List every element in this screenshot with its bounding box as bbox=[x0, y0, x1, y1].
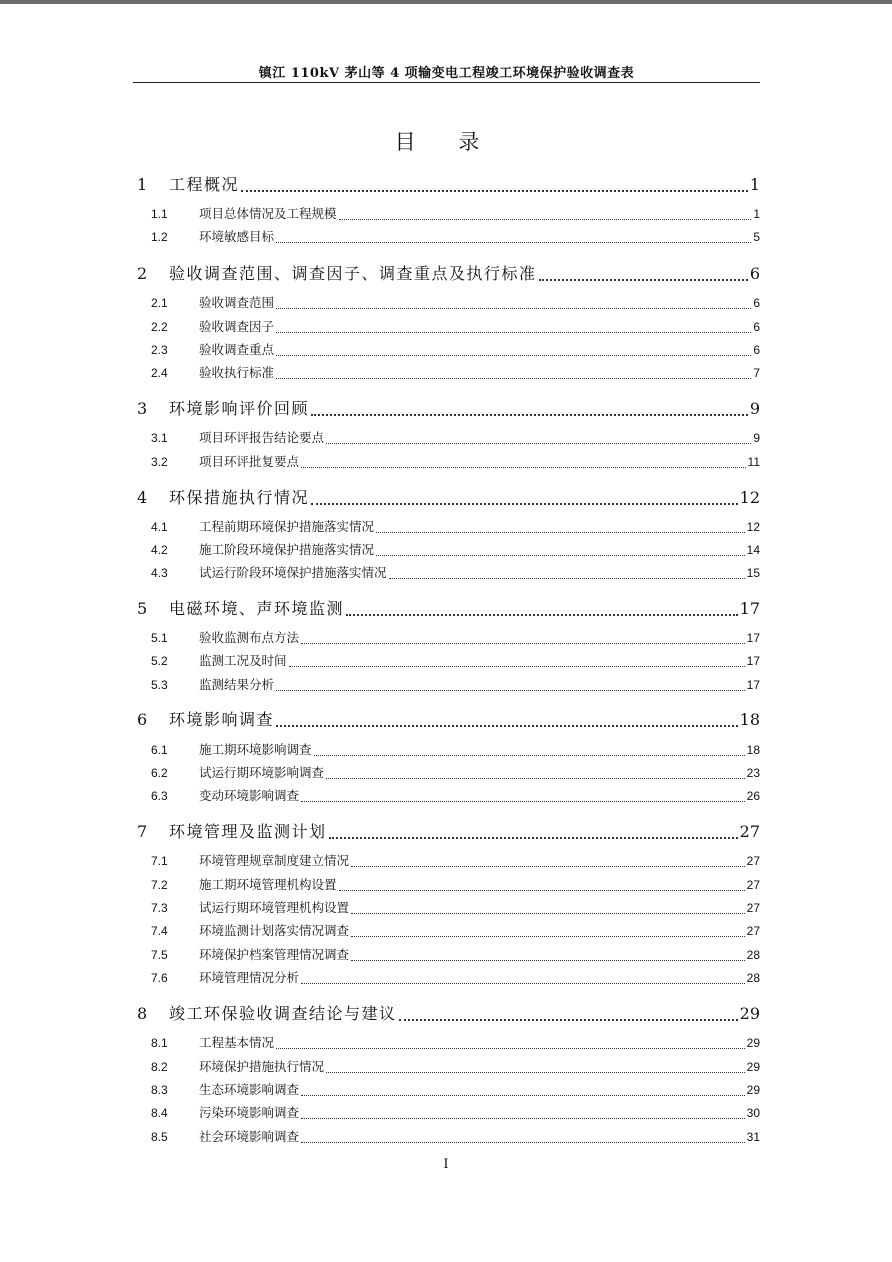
toc-entry-page: 29 bbox=[739, 1004, 760, 1023]
toc-entry-title: 验收调查范围 bbox=[199, 295, 275, 310]
toc-entry-number: 4.2 bbox=[151, 543, 168, 557]
toc-section[interactable] bbox=[135, 204, 760, 224]
toc-dot-leader bbox=[301, 643, 745, 644]
toc-section[interactable] bbox=[135, 898, 760, 918]
toc-entry-title: 电磁环境、声环境监测 bbox=[169, 599, 345, 618]
toc-entry-number: 4 bbox=[137, 488, 148, 507]
toc-entry-page: 1 bbox=[749, 175, 760, 194]
toc-entry-page: 26 bbox=[746, 789, 760, 803]
toc-entry-title: 工程概况 bbox=[169, 175, 240, 194]
toc-entry-page: 31 bbox=[746, 1130, 760, 1144]
toc-section[interactable] bbox=[135, 968, 760, 988]
toc-dot-leader bbox=[339, 219, 752, 220]
toc-entry-page: 15 bbox=[746, 566, 760, 580]
toc-section[interactable] bbox=[135, 1057, 760, 1077]
toc-entry-page: 23 bbox=[746, 766, 760, 780]
toc-entry-title: 项目总体情况及工程规模 bbox=[199, 206, 337, 221]
toc-entry-number: 7.3 bbox=[151, 901, 168, 915]
toc-entry-title: 监测结果分析 bbox=[199, 677, 275, 692]
toc-dot-leader bbox=[289, 666, 745, 667]
toc-entry-number: 8.1 bbox=[151, 1036, 168, 1050]
toc-entry-page: 11 bbox=[747, 455, 760, 469]
toc-entry-title: 试运行期环境影响调查 bbox=[199, 765, 325, 780]
toc-section[interactable] bbox=[135, 428, 760, 448]
toc-entry-page: 12 bbox=[739, 488, 760, 507]
toc-dot-leader bbox=[326, 778, 745, 779]
toc-dot-leader bbox=[276, 308, 751, 309]
toc-section[interactable] bbox=[135, 763, 760, 783]
toc-entry-page: 27 bbox=[746, 901, 760, 915]
toc-entry-number: 4.1 bbox=[151, 520, 168, 534]
toc-entry-page: 18 bbox=[746, 743, 760, 757]
toc-entry-page: 27 bbox=[739, 822, 760, 841]
toc-entry-number: 7 bbox=[137, 822, 148, 841]
toc-entry-page: 17 bbox=[746, 678, 760, 692]
toc-entry-title: 变动环境影响调查 bbox=[199, 788, 300, 803]
toc-entry-page: 30 bbox=[746, 1106, 760, 1120]
toc-entry-page: 9 bbox=[749, 399, 760, 418]
toc-entry-number: 6 bbox=[137, 710, 148, 729]
toc-entry-page: 17 bbox=[739, 599, 760, 618]
top-border bbox=[0, 0, 892, 4]
toc-dot-leader bbox=[301, 801, 745, 802]
toc-dot-leader bbox=[314, 755, 745, 756]
toc-entry-title: 验收调查范围、调查因子、调查重点及执行标准 bbox=[169, 264, 537, 283]
toc-entry-title: 监测工况及时间 bbox=[199, 653, 287, 668]
toc-entry-title: 环境监测计划落实情况调查 bbox=[199, 923, 350, 938]
toc-entry-title: 环境保护措施执行情况 bbox=[199, 1059, 325, 1074]
toc-dot-leader bbox=[276, 1048, 745, 1049]
toc-entry-number: 3.2 bbox=[151, 455, 168, 469]
toc-entry-number: 2.3 bbox=[151, 343, 168, 357]
toc-section[interactable] bbox=[135, 945, 760, 965]
toc-section[interactable] bbox=[135, 675, 760, 695]
toc-dot-leader bbox=[311, 414, 748, 416]
toc-section[interactable] bbox=[135, 786, 760, 806]
toc-entry-page: 5 bbox=[753, 230, 760, 244]
toc-dot-leader bbox=[351, 866, 745, 867]
toc-section[interactable] bbox=[135, 1033, 760, 1053]
toc-section[interactable] bbox=[135, 317, 760, 337]
toc-entry-title: 试运行期环境管理机构设置 bbox=[199, 900, 350, 915]
toc-entry-number: 1.1 bbox=[151, 207, 168, 221]
toc-dot-leader bbox=[276, 332, 751, 333]
toc-entry-title: 工程前期环境保护措施落实情况 bbox=[199, 519, 375, 534]
toc-entry-title: 环境保护档案管理情况调查 bbox=[199, 947, 350, 962]
toc-entry-number: 7.2 bbox=[151, 878, 168, 892]
toc-entry-title: 项目环评报告结论要点 bbox=[199, 430, 325, 445]
toc-entry-number: 7.5 bbox=[151, 948, 168, 962]
toc-dot-leader bbox=[339, 890, 745, 891]
toc-dot-leader bbox=[301, 983, 745, 984]
toc-dot-leader bbox=[351, 913, 745, 914]
toc-dot-leader bbox=[346, 614, 738, 616]
toc-dot-leader bbox=[326, 1072, 745, 1073]
toc-entry-number: 7.1 bbox=[151, 854, 168, 868]
toc-entry-number: 8.4 bbox=[151, 1106, 168, 1120]
toc-entry-title: 验收监测布点方法 bbox=[199, 630, 300, 645]
toc-chapter[interactable] bbox=[135, 261, 760, 285]
toc-entry-number: 3.1 bbox=[151, 431, 168, 445]
running-header: 镇江 110kV 茅山等 4 项输变电工程竣工环境保护验收调查表 bbox=[258, 66, 635, 81]
toc-dot-leader bbox=[399, 1019, 738, 1021]
toc-entry-title: 施工期环境管理机构设置 bbox=[199, 877, 337, 892]
toc-dot-leader bbox=[301, 467, 746, 468]
toc-dot-leader bbox=[376, 555, 745, 556]
toc-entry-title: 环境管理情况分析 bbox=[199, 970, 300, 985]
toc-section[interactable] bbox=[135, 363, 760, 383]
toc-dot-leader bbox=[539, 279, 748, 281]
toc-entry-page: 6 bbox=[753, 343, 760, 357]
toc-entry-page: 27 bbox=[746, 924, 760, 938]
header-rule bbox=[133, 82, 760, 83]
toc-entry-number: 2.1 bbox=[151, 296, 168, 310]
toc-entry-page: 27 bbox=[746, 878, 760, 892]
toc-entry-title: 施工期环境影响调查 bbox=[199, 742, 312, 757]
toc-entry-number: 2.4 bbox=[151, 366, 168, 380]
toc-entry-title: 环境影响评价回顾 bbox=[169, 399, 310, 418]
toc-entry-number: 2.2 bbox=[151, 320, 168, 334]
toc-entry-page: 9 bbox=[753, 431, 760, 445]
toc-dot-leader bbox=[276, 242, 751, 243]
toc-entry-title: 环境管理规章制度建立情况 bbox=[199, 853, 350, 868]
toc-dot-leader bbox=[329, 837, 738, 839]
toc-entry-title: 生态环境影响调查 bbox=[199, 1082, 300, 1097]
toc-section[interactable] bbox=[135, 540, 760, 560]
toc-entry-number: 8.5 bbox=[151, 1130, 168, 1144]
toc-entry-title: 试运行阶段环境保护措施落实情况 bbox=[199, 565, 387, 580]
toc-entry-page: 6 bbox=[753, 320, 760, 334]
toc-entry-page: 7 bbox=[753, 366, 760, 380]
toc-entry-number: 2 bbox=[137, 264, 148, 283]
toc-dot-leader bbox=[301, 1095, 745, 1096]
toc-entry-page: 6 bbox=[753, 296, 760, 310]
toc-dot-leader bbox=[276, 378, 751, 379]
toc-entry-number: 1 bbox=[137, 175, 148, 194]
toc-entry-page: 29 bbox=[746, 1083, 760, 1097]
toc-section[interactable] bbox=[135, 1127, 760, 1147]
toc-section[interactable] bbox=[135, 1103, 760, 1123]
toc-dot-leader bbox=[301, 1118, 745, 1119]
toc-entry-title: 环境敏感目标 bbox=[199, 229, 275, 244]
toc-entry-title: 污染环境影响调查 bbox=[199, 1105, 300, 1120]
toc-entry-page: 29 bbox=[746, 1036, 760, 1050]
toc-section[interactable] bbox=[135, 1080, 760, 1100]
toc-entry-number: 8.2 bbox=[151, 1060, 168, 1074]
toc-entry-title: 环保措施执行情况 bbox=[169, 488, 310, 507]
toc-entry-number: 7.4 bbox=[151, 924, 168, 938]
toc-dot-leader bbox=[276, 725, 738, 727]
toc-dot-leader bbox=[326, 443, 751, 444]
toc-chapter[interactable] bbox=[135, 1001, 760, 1025]
toc-entry-number: 6.3 bbox=[151, 789, 168, 803]
toc-section[interactable] bbox=[135, 740, 760, 760]
toc-chapter[interactable] bbox=[135, 707, 760, 731]
toc-entry-page: 6 bbox=[749, 264, 760, 283]
toc-entry-number: 4.3 bbox=[151, 566, 168, 580]
toc-section[interactable] bbox=[135, 340, 760, 360]
toc-entry-number: 8 bbox=[137, 1004, 148, 1023]
toc-section[interactable] bbox=[135, 921, 760, 941]
toc-dot-leader bbox=[241, 190, 748, 192]
toc-entry-page: 1 bbox=[753, 207, 760, 221]
toc-dot-leader bbox=[376, 532, 745, 533]
toc-entry-page: 17 bbox=[746, 654, 760, 668]
toc-entry-number: 6.2 bbox=[151, 766, 168, 780]
toc-dot-leader bbox=[311, 503, 738, 505]
toc-entry-page: 17 bbox=[746, 631, 760, 645]
toc-section[interactable] bbox=[135, 851, 760, 871]
toc-entry-page: 14 bbox=[746, 543, 760, 557]
toc-dot-leader bbox=[389, 578, 745, 579]
toc-dot-leader bbox=[276, 690, 745, 691]
toc-entry-page: 29 bbox=[746, 1060, 760, 1074]
toc-entry-title: 社会环境影响调查 bbox=[199, 1129, 300, 1144]
toc-entry-page: 28 bbox=[746, 971, 760, 985]
toc-entry-title: 竣工环保验收调查结论与建议 bbox=[169, 1004, 397, 1023]
toc-dot-leader bbox=[351, 936, 745, 937]
toc-entry-title: 验收调查重点 bbox=[199, 342, 275, 357]
toc-chapter[interactable] bbox=[135, 396, 760, 420]
toc-entry-number: 7.6 bbox=[151, 971, 168, 985]
toc-entry-page: 28 bbox=[746, 948, 760, 962]
toc-section[interactable] bbox=[135, 452, 760, 472]
toc-chapter[interactable] bbox=[135, 485, 760, 509]
toc-entry-title: 施工阶段环境保护措施落实情况 bbox=[199, 542, 375, 557]
toc-entry-number: 5.1 bbox=[151, 631, 168, 645]
toc-entry-number: 5 bbox=[137, 599, 148, 618]
toc-entry-title: 项目环评批复要点 bbox=[199, 454, 300, 469]
toc-section[interactable] bbox=[135, 875, 760, 895]
toc-entry-number: 5.2 bbox=[151, 654, 168, 668]
toc-section[interactable] bbox=[135, 628, 760, 648]
toc-entry-number: 3 bbox=[137, 399, 148, 418]
toc-entry-title: 验收调查因子 bbox=[199, 319, 275, 334]
toc-dot-leader bbox=[351, 960, 745, 961]
toc-entry-number: 6.1 bbox=[151, 743, 168, 757]
toc-entry-page: 12 bbox=[746, 520, 760, 534]
toc-section[interactable] bbox=[135, 651, 760, 671]
toc-chapter[interactable] bbox=[135, 172, 760, 196]
toc-section[interactable] bbox=[135, 563, 760, 583]
toc-entry-title: 环境管理及监测计划 bbox=[169, 822, 327, 841]
toc-section[interactable] bbox=[135, 517, 760, 537]
toc-dot-leader bbox=[301, 1142, 745, 1143]
toc-chapter[interactable] bbox=[135, 819, 760, 843]
toc-entry-title: 环境影响调查 bbox=[169, 710, 275, 729]
page-number: I bbox=[443, 1157, 449, 1172]
toc-entry-page: 27 bbox=[746, 854, 760, 868]
toc-title: 目 录 bbox=[394, 130, 498, 154]
toc-section[interactable] bbox=[135, 227, 760, 247]
toc-dot-leader bbox=[276, 355, 751, 356]
toc-entry-page: 18 bbox=[739, 710, 760, 729]
toc-entry-number: 5.3 bbox=[151, 678, 168, 692]
toc-entry-title: 验收执行标准 bbox=[199, 365, 275, 380]
toc-entry-number: 8.3 bbox=[151, 1083, 168, 1097]
toc-entry-number: 1.2 bbox=[151, 230, 168, 244]
toc-section[interactable] bbox=[135, 293, 760, 313]
toc-chapter[interactable] bbox=[135, 596, 760, 620]
toc-entry-title: 工程基本情况 bbox=[199, 1035, 275, 1050]
